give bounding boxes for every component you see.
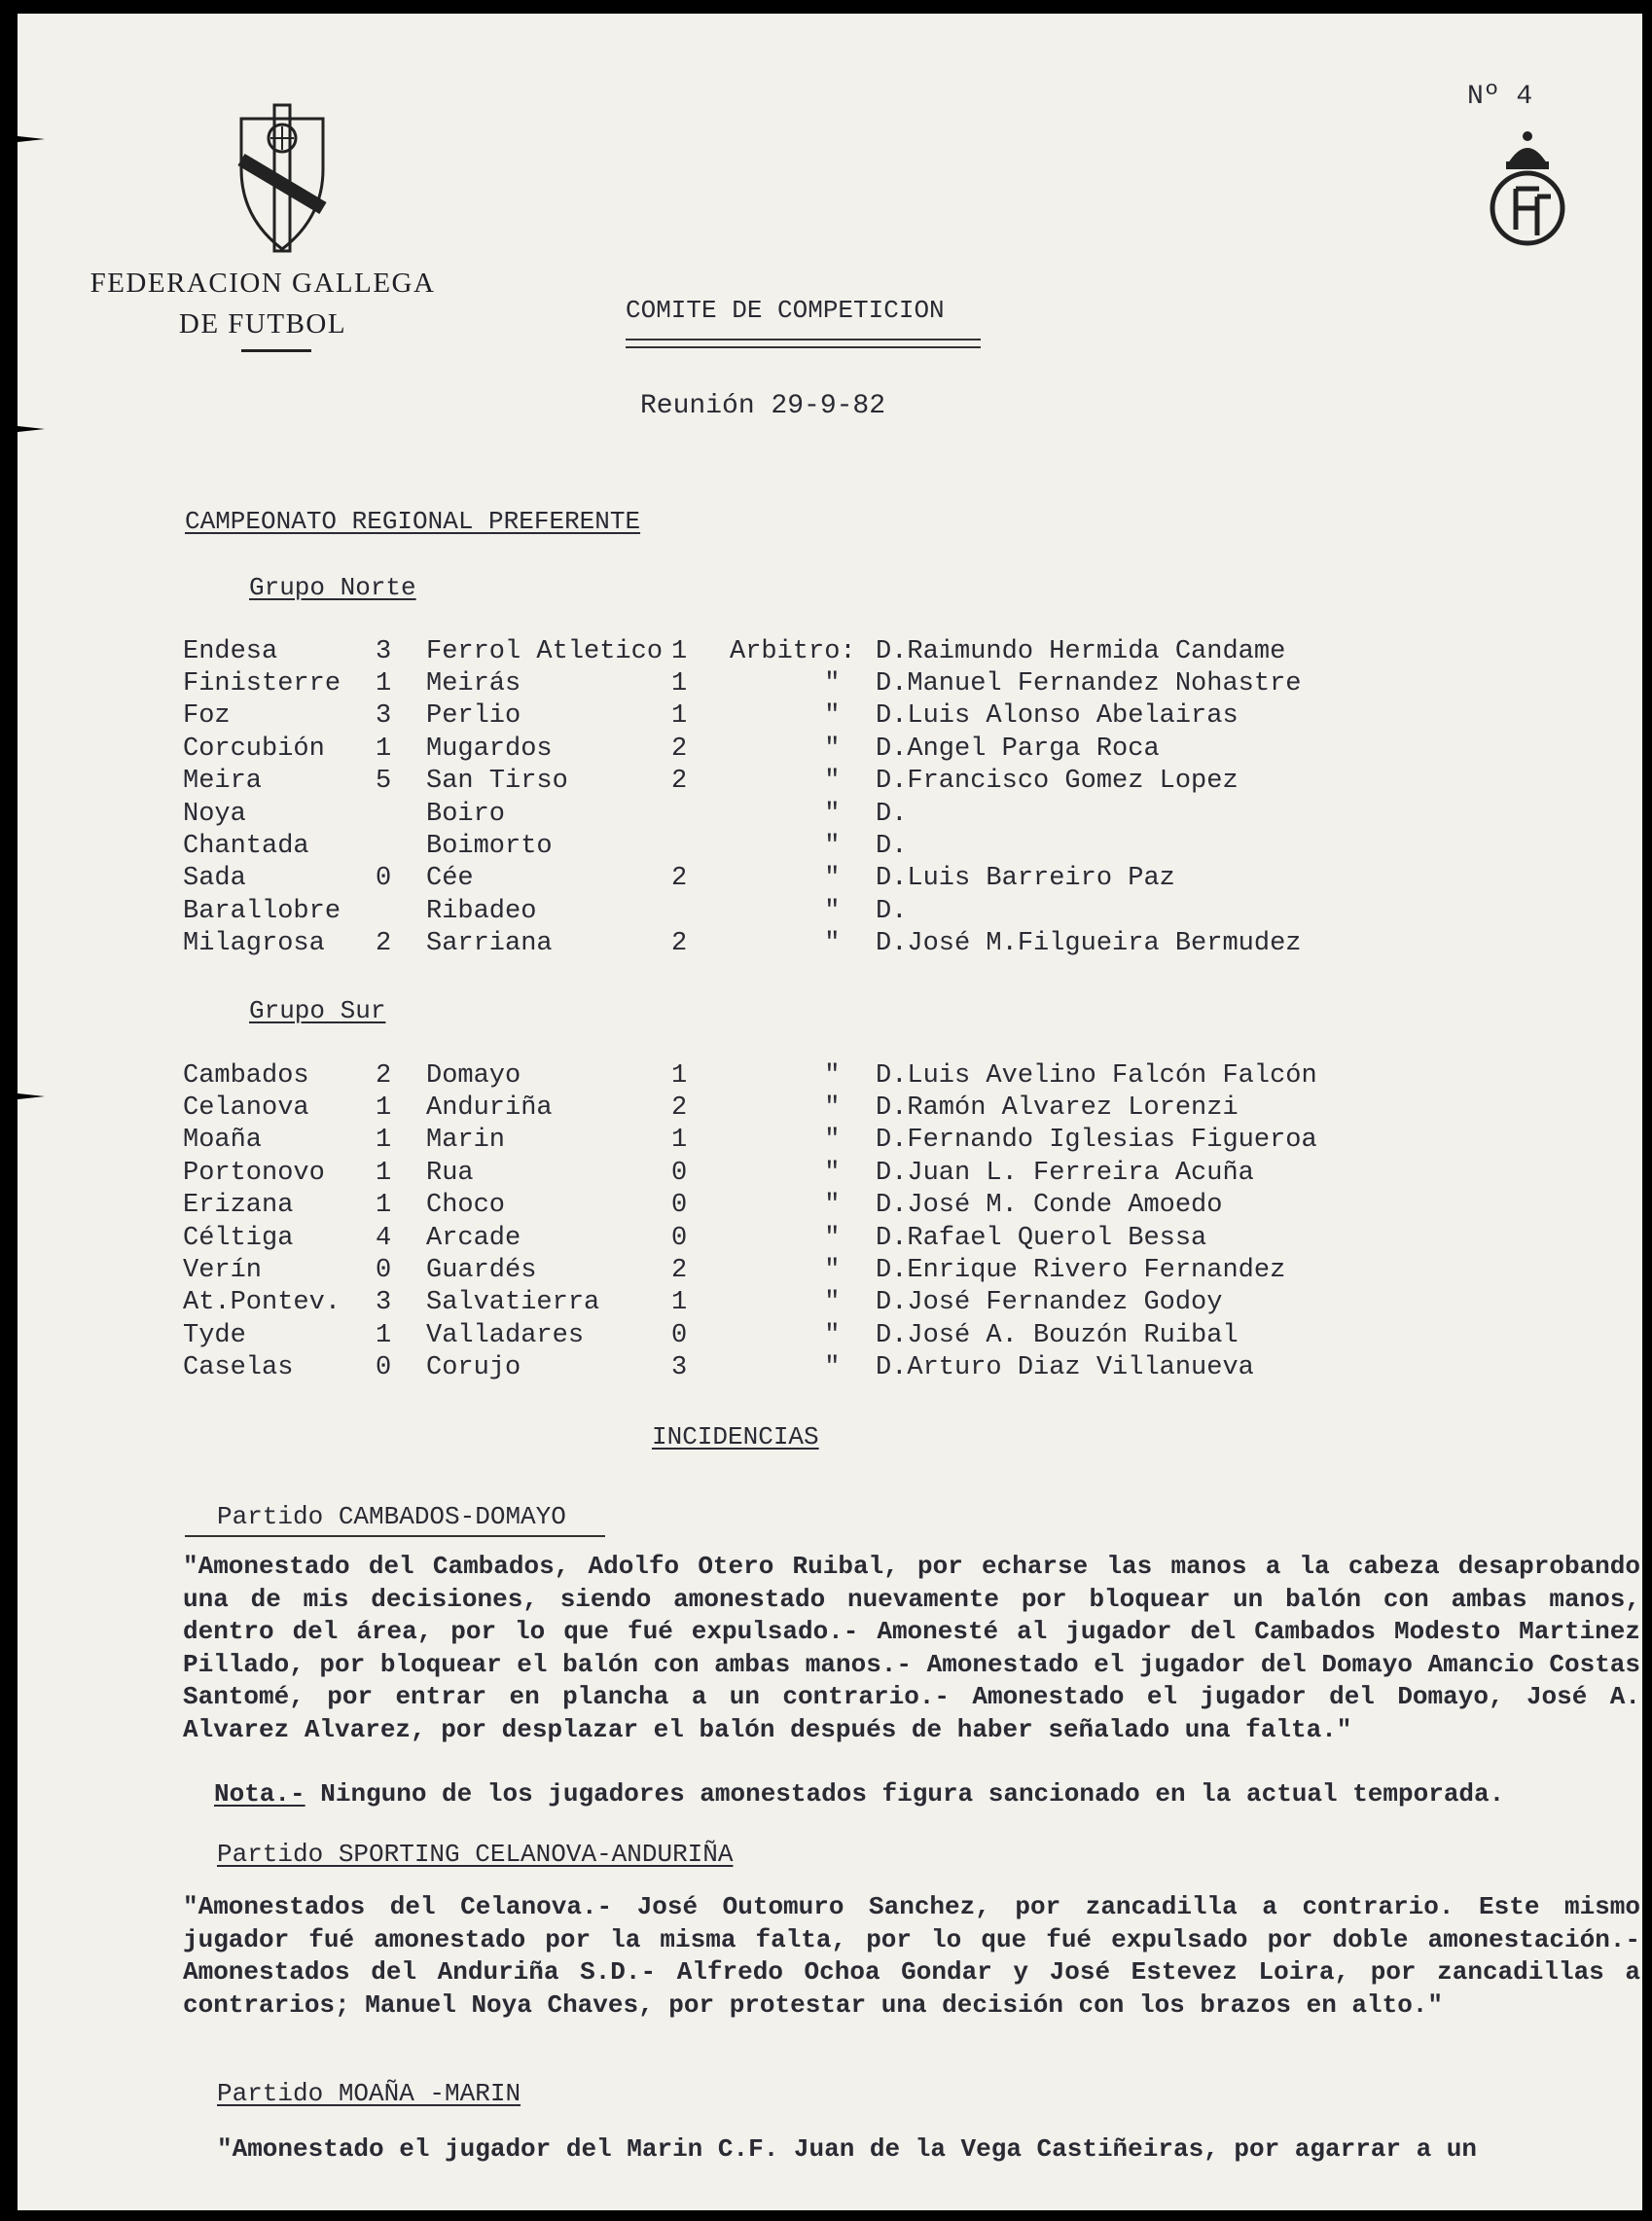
referee-name: D.Luis Alonso Abelairas <box>876 701 1239 732</box>
referee-label: " <box>730 1093 841 1124</box>
home-score: 3 <box>376 701 392 732</box>
referee-label: " <box>730 1191 841 1221</box>
home-score: 0 <box>376 1256 392 1286</box>
home-score: 1 <box>376 669 392 699</box>
away-team: Mugardos <box>426 734 553 764</box>
referee-label: " <box>730 1223 841 1253</box>
away-team: Guardés <box>426 1256 537 1286</box>
match-row <box>183 733 1343 765</box>
referee-label: " <box>730 1256 841 1286</box>
referee-name: D.Francisco Gomez Lopez <box>876 767 1239 797</box>
federation-shield-logo <box>233 101 331 257</box>
note-label: Nota.- <box>214 1779 305 1809</box>
grupo-sur-results <box>183 1059 1343 1384</box>
home-score: 3 <box>376 636 392 666</box>
away-score: 2 <box>671 767 688 797</box>
grupo-norte-results <box>183 635 1343 960</box>
away-team: Cée <box>426 864 474 894</box>
federation-line2: DE FUTBOL <box>178 308 347 340</box>
home-team: Foz <box>183 701 231 732</box>
note-text: Ninguno de los jugadores amonestados figura sancionado en la actual temporada. <box>320 1779 1505 1809</box>
referee-name: D.Arturo Diaz Villanueva <box>876 1353 1254 1383</box>
home-score: 2 <box>376 1060 392 1091</box>
incident-note <box>214 1779 1504 1809</box>
rfef-crest-logo <box>1487 128 1568 255</box>
referee-name: D. <box>876 896 908 926</box>
home-team: Tyde <box>183 1320 246 1350</box>
away-team: Meirás <box>426 669 521 699</box>
home-score <box>376 798 426 830</box>
referee-name: D.José M.Filgueira Bermudez <box>876 929 1302 959</box>
match-row <box>183 700 1343 733</box>
committee-title: COMITE DE COMPETICION <box>626 296 945 325</box>
away-score: 2 <box>671 929 688 959</box>
home-score: 1 <box>376 1191 392 1221</box>
referee-name: D.Raimundo Hermida Candame <box>876 636 1286 666</box>
incident-text-cambados-domayo: "Amonestado del Cambados, Adolfo Otero Ruibal, por echarse las manos a la cabeza desaprobando una de mis decisiones, siendo amonestado nuevamente por bloquear un balón con ambas manos, dentro del área, por lo que fué expulsado.- Amonesté al jugador del Cambados Modesto Martinez Pillado, por bloquear el balón con ambas manos.- Amonestado el jugador del Domayo Amancio Costas Santomé, por entrar en plancha a un contrario.- Amonestado el jugador del Domayo, José A. Alvarez Alvarez, por desplazar el balón después de haber señalado una falta." <box>183 1552 1640 1744</box>
referee-name: D.José A. Bouzón Ruibal <box>876 1320 1239 1350</box>
home-team: Corcubión <box>183 734 325 764</box>
referee-name: D.Ramón Alvarez Lorenzi <box>876 1093 1239 1124</box>
referee-label: " <box>730 1288 841 1318</box>
referee-name: D.Angel Parga Roca <box>876 734 1160 764</box>
away-team: Salvatierra <box>426 1288 600 1318</box>
away-team: Boiro <box>426 799 506 829</box>
away-team: San Tirso <box>426 767 568 797</box>
referee-name: D.Enrique Rivero Fernandez <box>876 1256 1286 1286</box>
incident-text-celanova-andurina: "Amonestados del Celanova.- José Outomuro Sanchez, por zancadilla a contrario. Este mismo jugador fué amonestado por la misma falta, por lo que fué expulsado por doble amonestación.- Amonestados del Anduriña S.D.- Alfredo Ochoa Gondar y José Estevez Loira, por zancadillas a contrarios; Manuel Noya Chaves, por protestar una decisión con los brazos en alto." <box>183 1892 1640 2020</box>
home-score <box>376 895 426 927</box>
championship-heading: CAMPEONATO REGIONAL PREFERENTE <box>185 507 641 536</box>
away-team: Sarriana <box>426 929 553 959</box>
match-row <box>183 1352 1343 1384</box>
referee-label: " <box>730 832 841 862</box>
match-row <box>183 1092 1343 1124</box>
referee-label: " <box>730 1060 841 1091</box>
referee-label: " <box>730 864 841 894</box>
home-score: 4 <box>376 1223 392 1253</box>
match-row <box>183 798 1343 830</box>
match-row <box>183 1190 1343 1222</box>
home-score <box>376 830 426 862</box>
away-score: 1 <box>671 669 688 699</box>
home-team: Caselas <box>183 1353 294 1383</box>
meeting-date: Reunión 29-9-82 <box>640 391 886 421</box>
referee-name: D. <box>876 799 908 829</box>
home-team: Barallobre <box>183 896 341 926</box>
home-score: 1 <box>376 1320 392 1350</box>
home-score: 3 <box>376 1288 392 1318</box>
incident-title-celanova-andurina: Partido SPORTING CELANOVA-ANDURIÑA <box>217 1840 734 1869</box>
referee-label: " <box>730 896 841 926</box>
away-score: 1 <box>671 1288 688 1318</box>
away-team: Anduriña <box>426 1093 553 1124</box>
home-score: 0 <box>376 864 392 894</box>
referee-label: " <box>730 1353 841 1383</box>
match-row <box>183 635 1343 667</box>
away-team: Choco <box>426 1191 506 1221</box>
away-score: 2 <box>671 1256 688 1286</box>
referee-name: D.Juan L. Ferreira Acuña <box>876 1158 1254 1188</box>
home-score: 1 <box>376 1158 392 1188</box>
home-team: Cambados <box>183 1060 309 1091</box>
match-row <box>183 1254 1343 1286</box>
referee-label: " <box>730 929 841 959</box>
incident-title-moana-marin: Partido MOAÑA -MARIN <box>217 2079 521 2108</box>
referee-label: " <box>730 1126 841 1156</box>
away-score: 1 <box>671 701 688 732</box>
referee-label: " <box>730 767 841 797</box>
home-team: Endesa <box>183 636 278 666</box>
home-team: Verín <box>183 1256 263 1286</box>
referee-name: D.Luis Avelino Falcón Falcón <box>876 1060 1317 1091</box>
home-team: Céltiga <box>183 1223 294 1253</box>
away-team: Corujo <box>426 1353 521 1383</box>
referee-name: D.José Fernandez Godoy <box>876 1288 1223 1318</box>
referee-name: D.Luis Barreiro Paz <box>876 864 1175 894</box>
referee-name: D.Manuel Fernandez Nohastre <box>876 669 1302 699</box>
away-team: Ribadeo <box>426 896 537 926</box>
home-team: Celanova <box>183 1093 309 1124</box>
referee-label: " <box>730 701 841 732</box>
match-row <box>183 1125 1343 1157</box>
match-row <box>183 928 1343 960</box>
home-score: 5 <box>376 767 392 797</box>
match-row <box>183 1319 1343 1351</box>
incidencias-heading: INCIDENCIAS <box>652 1422 819 1451</box>
away-team: Arcade <box>426 1223 521 1253</box>
away-score: 2 <box>671 864 688 894</box>
away-team: Valladares <box>426 1320 585 1350</box>
referee-label: " <box>730 669 841 699</box>
home-team: Moaña <box>183 1126 263 1156</box>
referee-label: Arbitro: <box>730 636 856 666</box>
match-row <box>183 667 1343 699</box>
away-score: 0 <box>671 1223 688 1253</box>
match-row <box>183 830 1343 862</box>
away-team: Boimorto <box>426 832 553 862</box>
grupo-sur-heading: Grupo Sur <box>249 996 386 1025</box>
away-team: Domayo <box>426 1060 521 1091</box>
away-score: 1 <box>671 1126 688 1156</box>
away-team: Ferrol Atletico <box>426 636 664 666</box>
match-row <box>183 1059 1343 1092</box>
grupo-norte-heading: Grupo Norte <box>249 573 416 602</box>
federation-line1: FEDERACION GALLEGA <box>90 268 436 299</box>
match-row <box>183 1157 1343 1189</box>
home-team: Milagrosa <box>183 929 325 959</box>
incident-title-rule <box>185 1535 605 1537</box>
home-score: 1 <box>376 1126 392 1156</box>
away-score: 0 <box>671 1158 688 1188</box>
home-score: 1 <box>376 1093 392 1124</box>
home-score: 1 <box>376 734 392 764</box>
page-number: Nº 4 <box>1467 82 1533 112</box>
away-team: Marin <box>426 1126 506 1156</box>
away-score: 0 <box>671 1320 688 1350</box>
away-score: 1 <box>671 636 688 666</box>
referee-label: " <box>730 1320 841 1350</box>
home-score: 0 <box>376 1353 392 1383</box>
document-page <box>18 14 1642 2210</box>
away-score: 0 <box>671 1191 688 1221</box>
home-team: Finisterre <box>183 669 341 699</box>
home-team: Sada <box>183 864 246 894</box>
referee-name: D.Rafael Querol Bessa <box>876 1223 1207 1253</box>
away-score <box>671 830 730 862</box>
home-team: Erizana <box>183 1191 294 1221</box>
away-score: 2 <box>671 734 688 764</box>
referee-name: D.Fernando Iglesias Figueroa <box>876 1126 1317 1156</box>
incident-title-cambados-domayo: Partido CAMBADOS-DOMAYO <box>217 1502 566 1531</box>
away-score: 3 <box>671 1353 688 1383</box>
federation-rule <box>241 349 311 352</box>
away-score: 2 <box>671 1093 688 1124</box>
home-team: Portonovo <box>183 1158 325 1188</box>
referee-name: D.José M. Conde Amoedo <box>876 1191 1223 1221</box>
referee-label: " <box>730 734 841 764</box>
home-team: Chantada <box>183 832 309 862</box>
referee-label: " <box>730 1158 841 1188</box>
match-row <box>183 766 1343 798</box>
match-row <box>183 1287 1343 1319</box>
match-row <box>183 895 1343 927</box>
committee-double-rule <box>626 339 981 348</box>
home-team: Meira <box>183 767 263 797</box>
match-row <box>183 863 1343 895</box>
home-team: Noya <box>183 799 246 829</box>
referee-label: " <box>730 799 841 829</box>
federation-name <box>88 263 438 344</box>
away-score <box>671 798 730 830</box>
referee-name: D. <box>876 832 908 862</box>
match-row <box>183 1222 1343 1254</box>
home-team: At.Pontev. <box>183 1288 341 1318</box>
incident-text-moana-marin: "Amonestado el jugador del Marin C.F. Juan de la Vega Castiñeiras, por agarrar a un <box>217 2134 1478 2164</box>
away-score <box>671 895 730 927</box>
away-team: Rua <box>426 1158 474 1188</box>
away-score: 1 <box>671 1060 688 1091</box>
home-score: 2 <box>376 929 392 959</box>
away-team: Perlio <box>426 701 521 732</box>
